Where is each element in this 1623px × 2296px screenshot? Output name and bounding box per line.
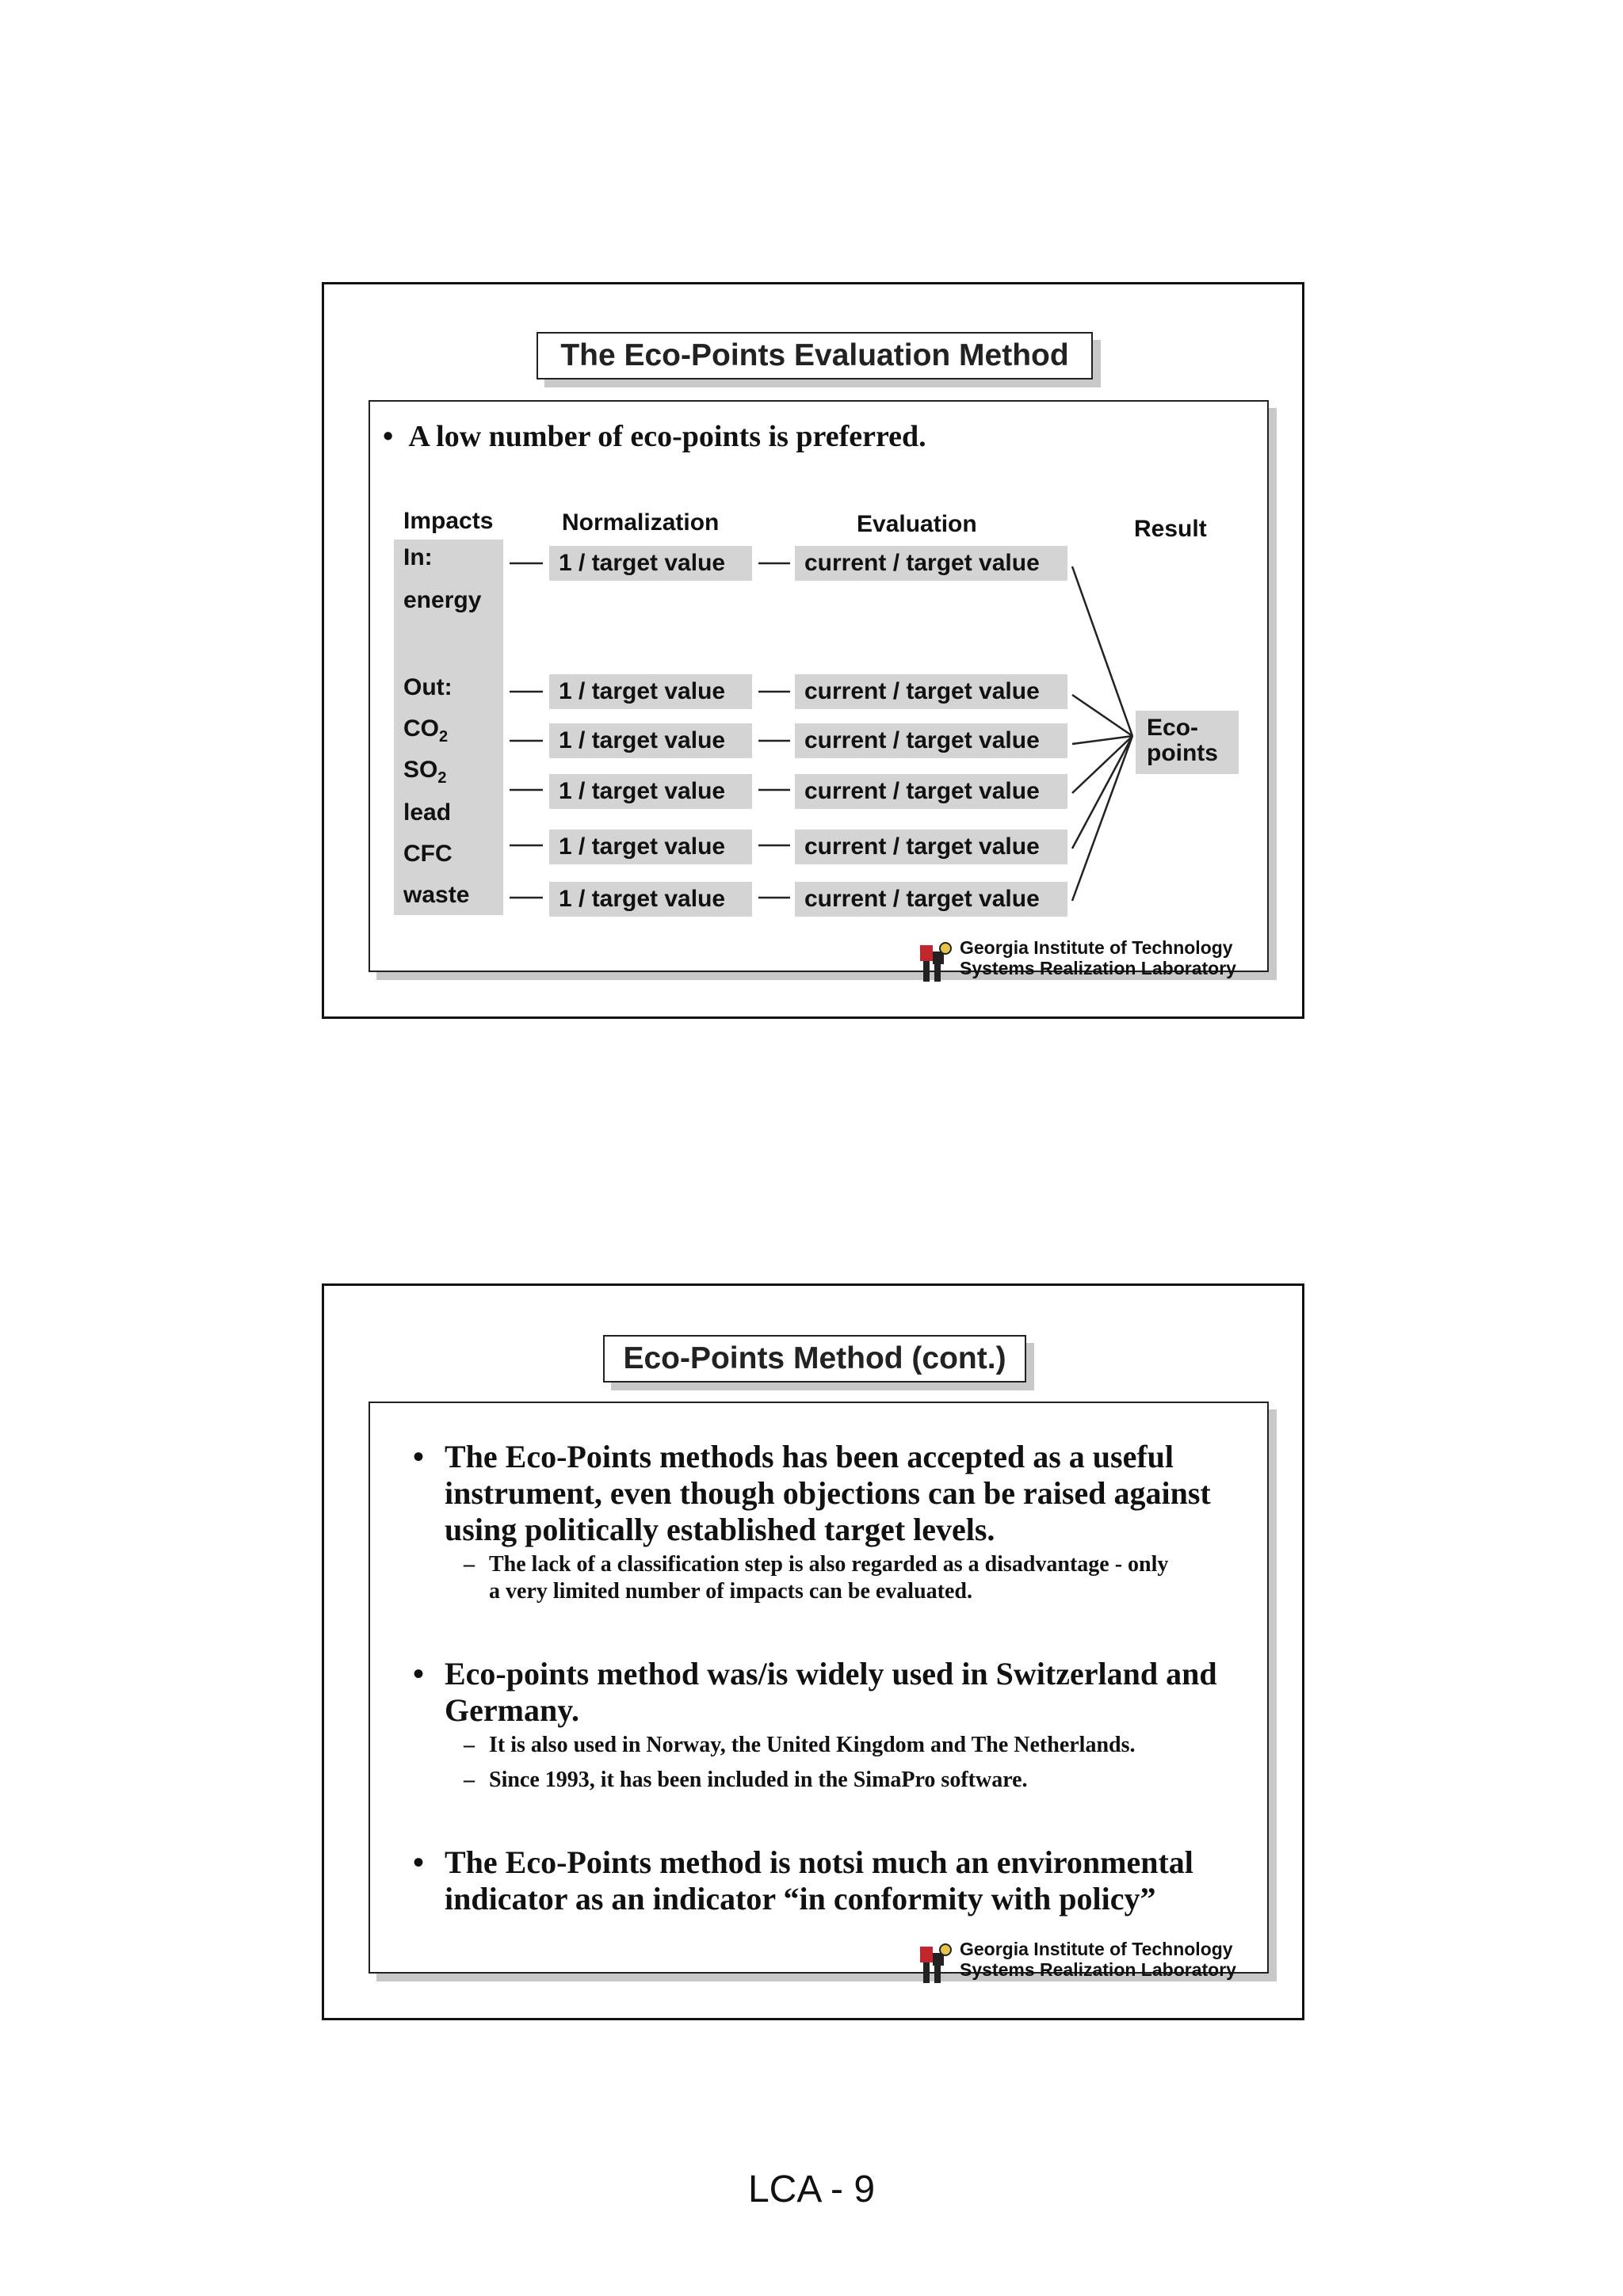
evaluation-cell-co2: current / target value — [795, 674, 1067, 709]
sub-bullet-dash: – — [464, 1552, 475, 1577]
evaluation-cell-lead: current / target value — [795, 774, 1067, 809]
sub-bullet-dash: – — [464, 1768, 475, 1792]
logo-text — [960, 1939, 1236, 1980]
impact-energy: energy — [403, 587, 482, 613]
normalization-cell-lead: 1 / target value — [549, 774, 752, 809]
impact-out-label: Out: — [403, 674, 453, 700]
logo-line-2: Systems Realization Laboratory — [960, 1959, 1236, 1980]
normalization-cell-co2: 1 / target value — [549, 674, 752, 709]
bullet-text-line: instrument, even though objections can be raised against — [445, 1475, 1211, 1511]
result-line-2: points — [1147, 740, 1218, 766]
bullet-text-line: Eco-points method was/is widely used in Switzerland and — [445, 1656, 1217, 1691]
slide-eco-points-evaluation-method — [322, 282, 1304, 1019]
impact-waste: waste — [403, 882, 470, 908]
buzz-mascot-icon — [915, 1939, 955, 1986]
bullet-text-line: The Eco-Points method is notsi much an environmental — [445, 1844, 1193, 1880]
connector-line — [1072, 736, 1132, 793]
normalization-cell-energy: 1 / target value — [549, 546, 752, 581]
logo-line-1: Georgia Institute of Technology — [960, 937, 1233, 958]
impact-lead: lead — [403, 799, 452, 826]
connector-line — [1072, 736, 1132, 744]
sub-bullet-text-line: Since 1993, it has been included in the SimaPro software. — [489, 1768, 1028, 1792]
connector-line — [1072, 736, 1132, 849]
connector-line — [1072, 695, 1132, 736]
impact-so2: $SO_2$ — [403, 757, 447, 787]
slide-title: The Eco-Points Evaluation Method — [537, 332, 1093, 379]
normalization-cell-waste: 1 / target value — [549, 882, 752, 917]
evaluation-cell-waste: current / target value — [795, 882, 1067, 917]
bullet-dot: • — [413, 1844, 425, 1880]
bullet-text: A low number of eco-points is preferred. — [408, 420, 926, 453]
connector-line — [1072, 566, 1132, 736]
bullet-text-line: The Eco-Points methods has been accepted as a useful — [445, 1439, 1174, 1474]
sub-bullet-text-line: a very limited number of impacts can be evaluated. — [489, 1579, 972, 1604]
evaluation-cell-energy: current / target value — [795, 546, 1067, 581]
impact-co2: $CO_2$ — [403, 715, 449, 746]
slide-content — [369, 1402, 1269, 1980]
connector-line — [1072, 736, 1132, 901]
slide-title: Eco-Points Method (cont.) — [603, 1335, 1026, 1383]
header-result: Result — [1134, 516, 1207, 542]
logo-line-1: Georgia Institute of Technology — [960, 1939, 1233, 1959]
georgia-tech-logo — [915, 1939, 1248, 1988]
page-footer: LCA - 9 — [747, 2168, 876, 2210]
sub-bullet-dash: – — [464, 1733, 475, 1757]
georgia-tech-logo — [915, 937, 1248, 986]
bullet-dot: • — [413, 1656, 425, 1691]
normalization-cell-cfc: 1 / target value — [549, 830, 752, 864]
logo-line-2: Systems Realization Laboratory — [960, 958, 1236, 978]
evaluation-cell-cfc: current / target value — [795, 830, 1067, 864]
header-impacts: Impacts — [403, 508, 494, 534]
sub-bullet-text-line: It is also used in Norway, the United Kingdom and The Netherlands. — [489, 1733, 1136, 1757]
normalization-cell-so2: 1 / target value — [549, 723, 752, 758]
header-normalization: Normalization — [562, 509, 720, 536]
sub-bullet-text-line: The lack of a classification step is also regarded as a disadvantage - only — [489, 1552, 1169, 1577]
impact-cfc: CFC — [403, 841, 453, 867]
logo-text — [960, 937, 1236, 978]
slide-content — [369, 400, 1269, 978]
bullet-dot: • — [383, 420, 409, 453]
bullet-text-line: indicator as an indicator “in conformity with policy” — [445, 1881, 1156, 1917]
result-line-1: Eco- — [1147, 715, 1199, 741]
evaluation-cell-so2: current / target value — [795, 723, 1067, 758]
impact-in-label: In: — [403, 544, 433, 570]
bullet-dot: • — [413, 1439, 425, 1474]
bullet-text-line: using politically established target levels. — [445, 1512, 995, 1547]
connector-lines — [370, 402, 1270, 974]
bullet-text-line: Germany. — [445, 1692, 579, 1728]
header-evaluation: Evaluation — [857, 511, 977, 537]
slide-eco-points-method-cont — [322, 1283, 1304, 2020]
buzz-mascot-icon — [915, 937, 955, 985]
